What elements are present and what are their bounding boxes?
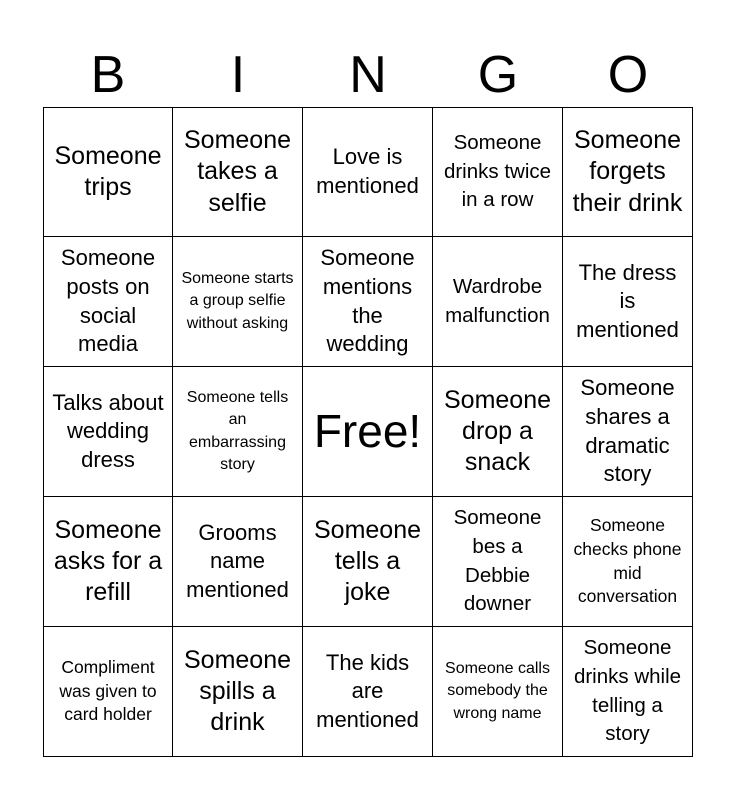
free-space-text: Free! [313,405,422,458]
cell-text: Compliment was given to card holder [59,657,157,725]
bingo-cell-free[interactable] [303,367,433,497]
cell-text: Someone spills a drink [183,645,292,737]
bingo-cell[interactable] [173,107,303,237]
cell-text: Someone forgets their drink [572,126,683,217]
cell-text: Grooms name mentioned [186,519,289,602]
cell-text: Someone bes a Debbie downer [453,506,542,616]
bingo-cell[interactable] [43,237,173,367]
cell-text: The dress is mentioned [576,259,679,342]
bingo-cell[interactable] [303,107,433,237]
bingo-cell[interactable] [303,497,433,627]
cell-text: Someone drinks while telling a story [573,636,682,746]
cell-text: Someone shares a dramatic story [580,375,675,487]
bingo-cell[interactable] [303,237,433,367]
cell-text: Someone takes a selfie [183,126,292,217]
bingo-cell[interactable] [43,627,173,757]
header-letter-b: B [90,46,126,104]
cell-text: Someone tells a joke [313,515,422,607]
bingo-cell[interactable] [173,627,303,757]
bingo-cell[interactable] [433,497,563,627]
cell-text: Someone posts on social media [60,245,156,357]
bingo-cell[interactable] [563,367,693,497]
bingo-cell[interactable] [563,237,693,367]
bingo-cell[interactable] [433,237,563,367]
bingo-cell[interactable] [43,107,173,237]
cell-text: Someone tells an embarrassing story [186,388,289,473]
bingo-cell[interactable] [433,627,563,757]
bingo-cell[interactable] [173,497,303,627]
bingo-cell[interactable] [433,107,563,237]
cell-text: Someone asks for a refill [53,515,163,607]
header-letter-i: I [230,46,246,104]
cell-text: Someone drinks twice in a row [443,130,552,212]
bingo-header [43,42,693,108]
bingo-cell[interactable] [563,627,693,757]
bingo-cell[interactable] [173,367,303,497]
bingo-cell[interactable] [43,497,173,627]
cell-text: Someone checks phone mid conversation [573,515,682,607]
bingo-cell[interactable] [303,627,433,757]
cell-text: Someone drop a snack [443,385,552,477]
cell-text: Wardrobe malfunction [445,274,550,327]
bingo-cell[interactable] [563,107,693,237]
header-letter-o: O [607,46,649,104]
bingo-cell[interactable] [563,497,693,627]
bingo-board [43,107,693,757]
cell-text: Someone mentions the wedding [320,245,415,357]
cell-text: Talks about wedding dress [52,389,164,472]
cell-text: The kids are mentioned [316,649,419,732]
bingo-cell[interactable] [43,367,173,497]
bingo-cell[interactable] [173,237,303,367]
header-letter-g: G [477,46,519,104]
cell-text: Someone calls somebody the wrong name [445,659,550,722]
header-letter-n: N [349,46,387,104]
bingo-cell[interactable] [433,367,563,497]
cell-text: Love is mentioned [316,144,419,198]
cell-text: Someone starts a group selfie without asking [181,269,294,332]
cell-text: Someone trips [54,141,162,201]
